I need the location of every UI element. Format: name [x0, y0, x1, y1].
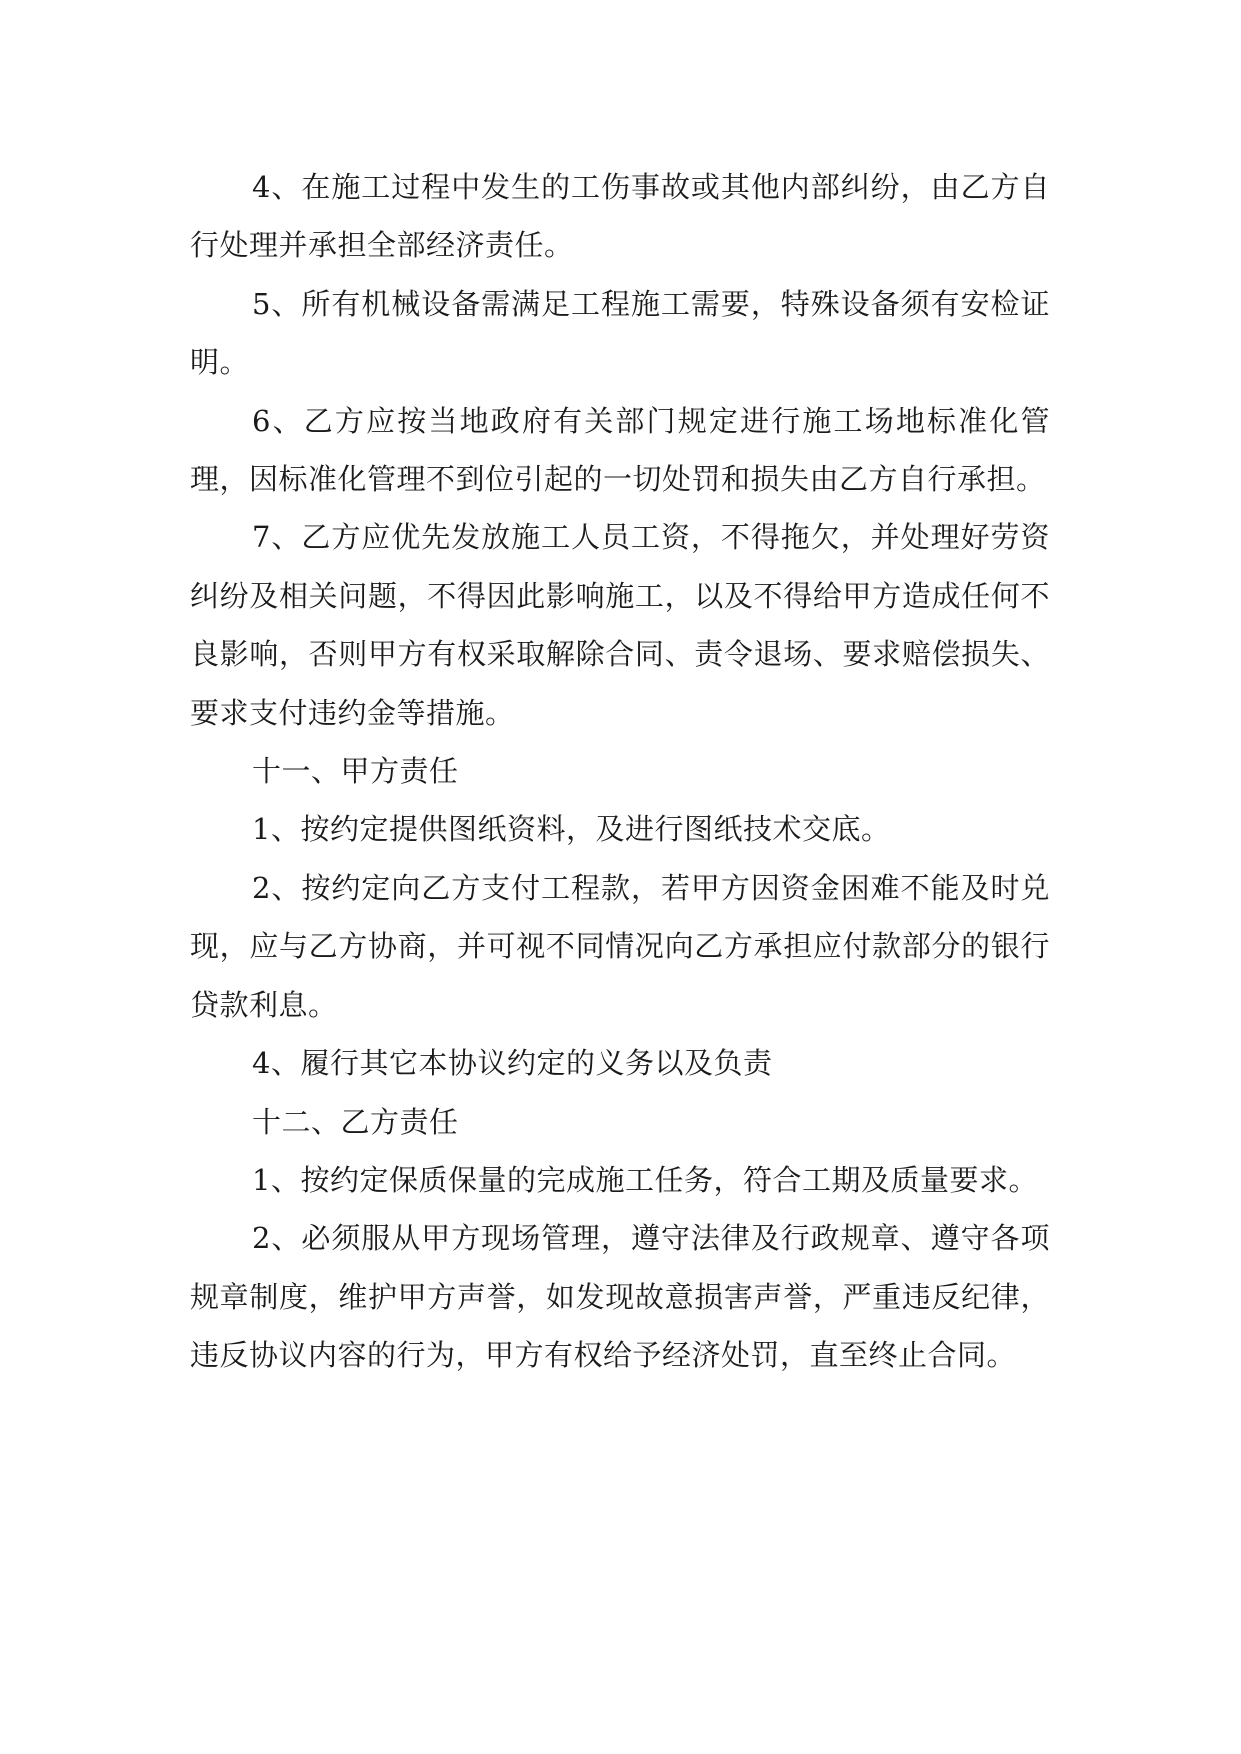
party-a-item-1: 1、按约定提供图纸资料，及进行图纸技术交底。 [252, 812, 891, 847]
paragraph-item-4-injury: 4、在施工过程中发生的工伤事故或其他内部纠纷，由乙方自行处理并承担全部经济责任。 [190, 170, 1050, 263]
section-heading-party-b: 十二、乙方责任 [252, 1104, 459, 1139]
party-b-item-1: 1、按约定保质保量的完成施工任务，符合工期及质量要求。 [252, 1162, 1038, 1197]
party-a-item-4: 4、履行其它本协议约定的义务以及负责 [252, 1046, 773, 1081]
paragraph-item-6-site-management: 6、乙方应按当地政府有关部门规定进行施工场地标准化管理，因标准化管理不到位引起的一切处罚和损失由乙方自行承担。 [190, 403, 1050, 497]
party-a-item-2: 2、按约定向乙方支付工程款，若甲方因资金困难不能及时兑现，应与乙方协商，并可视不同情况向乙方承担应付款部分的银行贷款利息。 [190, 870, 1050, 1022]
paragraph-item-7-wages: 7、乙方应优先发放施工人员工资，不得拖欠，并处理好劳资纠纷及相关问题，不得因此影响施工，以及不得给甲方造成任何不良影响，否则甲方有权采取解除合同、责令退场、要求赔偿损失、要求支付违约金等措施。 [190, 520, 1050, 730]
paragraph-item-5-equipment: 5、所有机械设备需满足工程施工需要，特殊设备须有安检证明。 [190, 286, 1050, 380]
section-heading-party-a: 十一、甲方责任 [252, 754, 459, 789]
document-body [190, 158, 1050, 1385]
party-b-item-2: 2、必须服从甲方现场管理，遵守法律及行政规章、遵守各项规章制度，维护甲方声誉，如发现故意损害声誉，严重违反纪律，违反协议内容的行为，甲方有权给予经济处罚，直至终止合同。 [190, 1221, 1050, 1373]
